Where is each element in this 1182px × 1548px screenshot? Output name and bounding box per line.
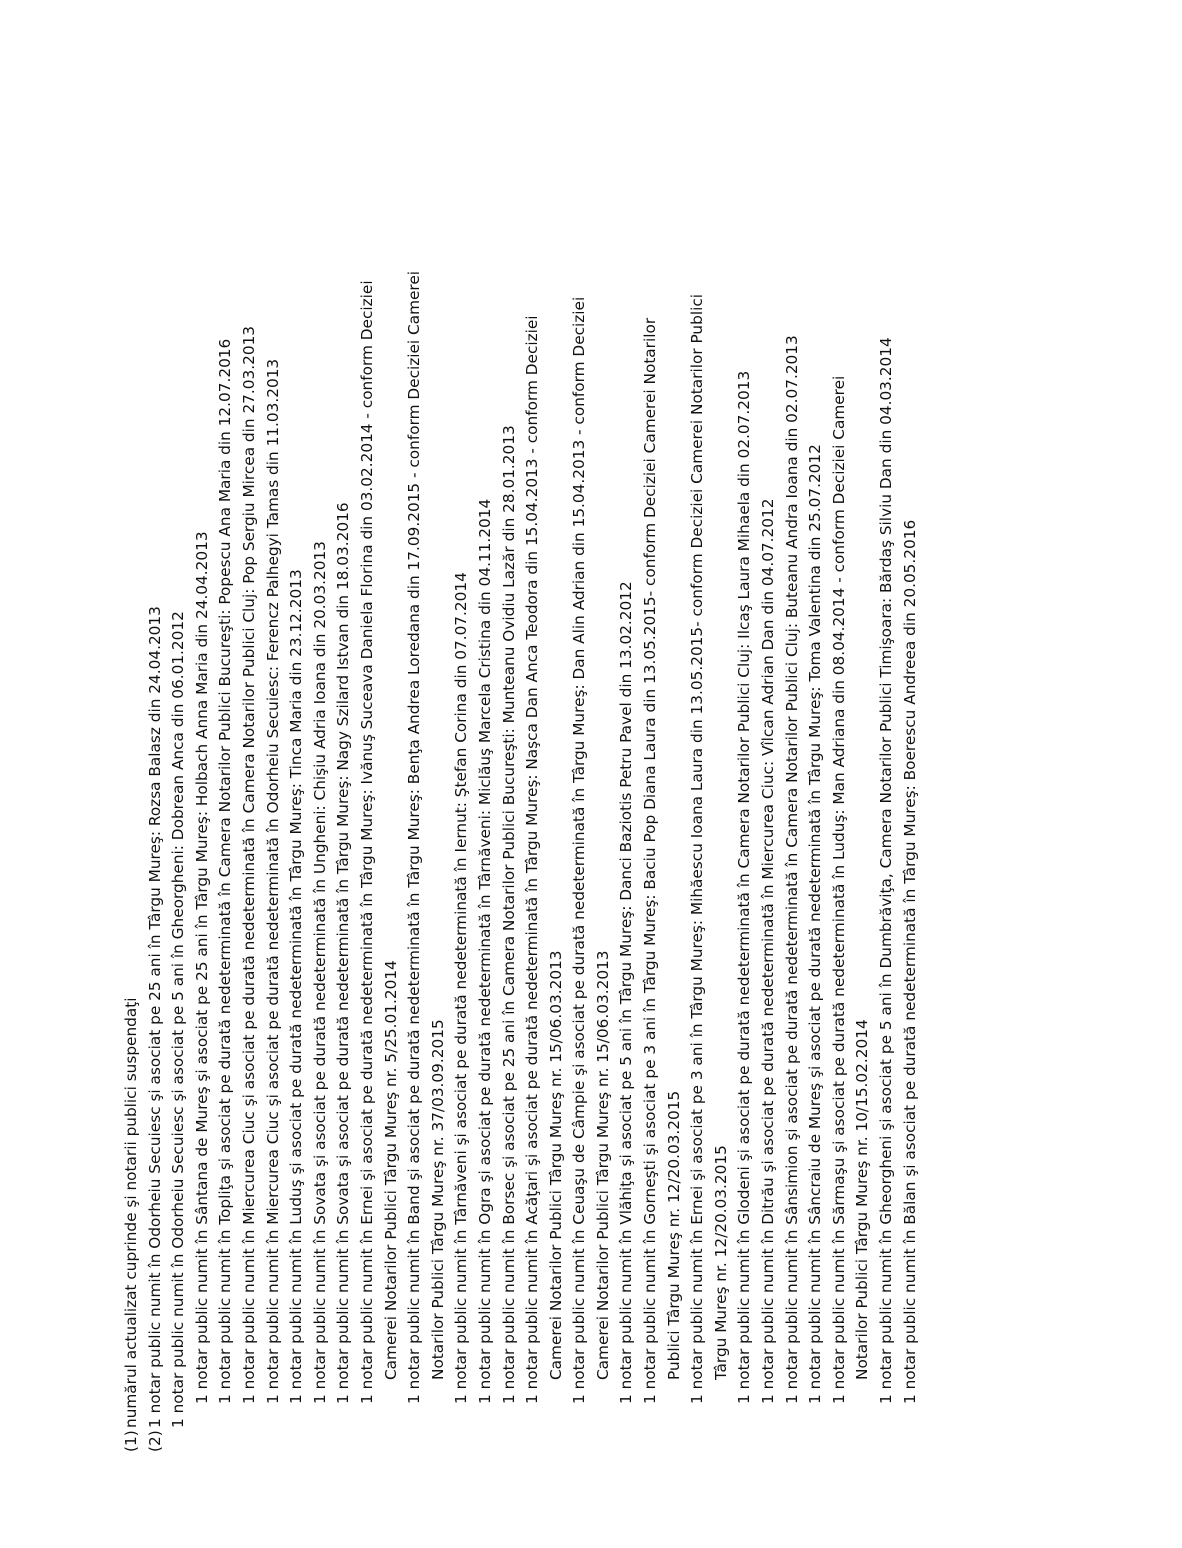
footnote-number: (1) [122,1430,140,1452]
footnote-number: (2) [145,1430,164,1452]
list-item: 1 notar public numit în Sovata şi asociat pe durată nedeterminată în Târgu Mureş: Nagy Szilard Istvan din 18.03.2016 [334,502,353,1404]
list-item-continuation: Notarilor Publici Târgu Mureş nr. 37/03.09.2015 [428,1019,447,1380]
footnote-text: numărul actualizat cuprinde şi notarii publici suspendaţi [122,997,140,1428]
list-item-continuation: Notarilor Publici Târgu Mureş nr. 10/15.02.2014 [853,1019,872,1380]
list-item: 1 notar public numit în Sântana de Mureş şi asociat pe 25 ani în Târgu Mureş: Holbach Anna Maria din 24.04.2013 [192,531,211,1404]
list-item: 1 notar public numit în Odorheiu Secuiesc şi asociat pe 5 ani în Gheorgheni: Dobrean Anca din 06.01.2012 [169,611,188,1428]
list-item-continuation: Camerei Notarilor Publici Târgu Mureş nr. 5/25.01.2014 [381,960,400,1380]
footnote-1 [120,32,144,1452]
list-item: 1 notar public numit în Vlăhiţa şi asociat pe 5 ani în Târgu Mureş: Danci Baziotis Petru Pavel din 13.02.2012 [617,581,636,1404]
list-item: 1 notar public numit în Ceuaşu de Câmpie şi asociat pe durată nedeterminată în Târgu Mureş: Dan Alin Adrian din 15.04.2013 - conform Deciziei [570,296,589,1404]
list-item: 1 notar public numit în Gorneşti şi asociat pe 3 ani în Târgu Mureş: Baciu Pop Diana Laura din 13.05.2015- conform Deciziei Camerei Notarilor [641,317,660,1404]
list-item: 1 notar public numit în Acăţari şi asociat pe durată nedeterminată în Târgu Mureş: Naşca Dan Anca Teodora din 15.04.2013 - conform Deciziei [523,315,542,1404]
list-item: 1 notar public numit în Ernei şi asociat pe 3 ani în Târgu Mureş: Mihăescu Ioana Laura din 13.05.2015- conform Deciziei Camerei Notarilor Publici [688,293,707,1404]
list-item: 1 notar public numit în Sânsimion şi asociat pe durată nedeterminată în Camera Notarilor Publici Cluj: Buteanu Andra Ioana din 02.07.2013 [782,335,801,1404]
footnote-2 [144,32,168,1452]
footnotes-block [120,32,922,1452]
list-item: 1 notar public numit în Ernei şi asociat pe durată nedeterminată în Târgu Mureş: Ivănuş Suceava Daniela Florina din 03.02.2014 - conform Deciziei [357,280,376,1404]
list-item: 1 notar public numit în Gheorgheni şi asociat pe 5 ani în Dumbrăviţa, Camera Notarilor Publici Timişoara: Bărdaş Silviu Dan din 04.03.2014 [877,337,895,1404]
list-item-continuation: Camerei Notarilor Publici Târgu Mureş nr. 15/06.03.2013 [546,950,565,1380]
list-item: 1 notar public numit în Târnăveni şi asociat pe durată nedeterminată în Iernut: Ştefan Corina din 07.07.2014 [452,572,471,1404]
list-item: 1 notar public numit în Borsec şi asociat pe 25 ani în Camera Notarilor Publici Bucureşti: Munteanu Ovidiu Lazăr din 28.01.2013 [499,425,518,1404]
list-item: 1 notar public numit în Ogra şi asociat pe durată nedeterminată în Târnăveni: Miclăuş Marcela Cristina din 04.11.2014 [475,498,494,1404]
list-item: 1 notar public numit în Miercurea Ciuc şi asociat pe durată nedeterminată în Odorheiu Secuiesc: Ferencz Palhegyi Tamas din 11.03.2013 [263,358,282,1404]
list-item: 1 notar public numit în Miercurea Ciuc şi asociat pe durată nedeterminată în Camera Notarilor Publici Cluj: Pop Sergiu Mircea din 27.03.2013 [239,325,258,1404]
list-item-continuation: Publici Târgu Mureş nr. 12/20.03.2015 [664,1090,683,1380]
list-item: 1 notar public numit în Topliţa şi asociat pe durată nedeterminată în Camera Notarilor Publici Bucureşti: Popescu Ana Maria din 12.07.2016 [216,338,235,1404]
list-item: 1 notar public numit în Bălan şi asociat pe durată nedeterminată în Târgu Mureş: Boerescu Andreea din 20.05.2016 [900,519,919,1404]
list-item: 1 notar public numit în Luduş şi asociat pe durată nedeterminată în Târgu Mureş: Tinca Maria din 23.12.2013 [287,569,306,1404]
list-item: 1 notar public numit în Sâncraiu de Mureş şi asociat pe durată nedeterminată în Târgu Mureş: Toma Valentina din 25.07.2012 [806,444,825,1404]
list-item-continuation: Camerei Notarilor Publici Târgu Mureş nr. 15/06.03.2013 [593,950,612,1380]
list-item: 1 notar public numit în Band şi asociat pe durată nedeterminată în Târgu Mureş: Benţa Andrea Loredana din 17.09.2015 - conform Deciziei Camerei [405,270,424,1404]
list-item: 1 notar public numit în Sărmaşu şi asociat pe durată nedeterminată în Luduş: Man Adriana din 08.04.2014 - conform Deciziei Camerei [829,375,848,1404]
list-item: 1 notar public numit în Glodeni şi asociat pe durată nedeterminată în Camera Notarilor Publici Cluj: Ilcaş Laura Mihaela din 02.07.2013 [735,370,754,1404]
list-item-continuation: Târgu Mureş nr. 12/20.03.2015 [711,1145,730,1380]
list-item: 1 notar public numit în Ditrău şi asociat pe durată nedeterminată în Miercurea Ciuc: Vîlcan Adrian Dan din 04.07.2012 [759,498,778,1404]
list-item: 1 notar public numit în Sovata şi asociat pe durată nedeterminată în Ungheni: Chişiu Adria Ioana din 20.03.2013 [310,541,329,1404]
footnote-text: 1 notar public numit în Odorheiu Secuiesc şi asociat pe 25 ani în Târgu Mureş: Rozsa Balasz din 24.04.2013 [145,606,164,1428]
